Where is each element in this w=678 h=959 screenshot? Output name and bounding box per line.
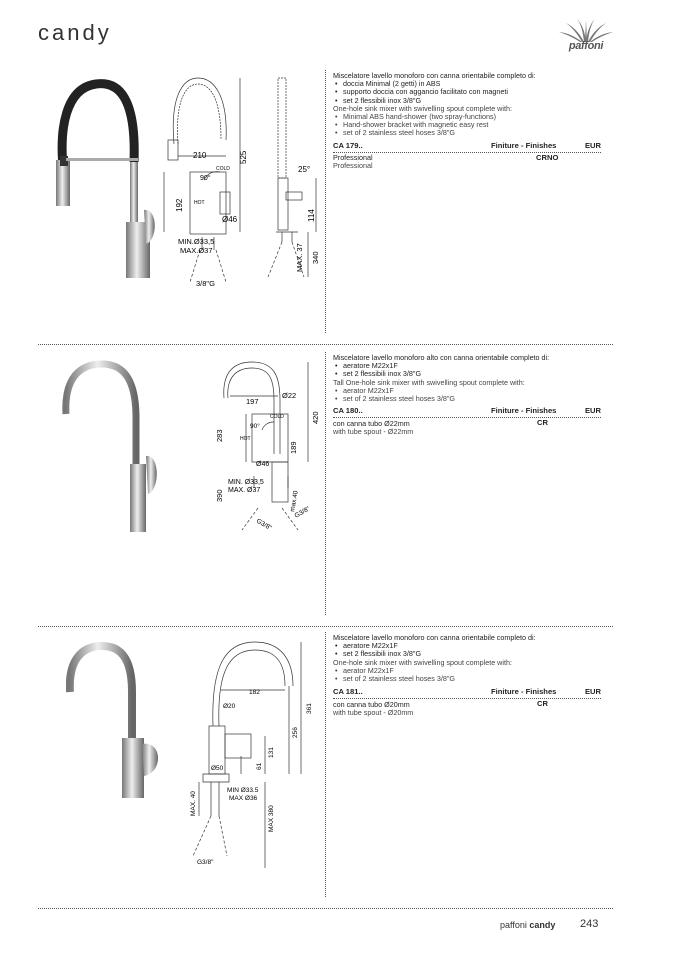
desc-line: • supporto doccia con aggancio facilitato con magneti	[333, 88, 603, 96]
page-title: candy	[38, 20, 112, 45]
product-variant	[333, 701, 413, 717]
technical-drawing	[212, 358, 324, 536]
dim-label: MAX 380	[268, 805, 275, 832]
desc-line: Miscelatore lavello monoforo alto con canna orientabile completo di:	[333, 353, 550, 362]
dim-label: 25°	[298, 165, 311, 174]
product-code-row	[333, 687, 601, 699]
variant-it: con canna tubo Ø20mm	[333, 700, 410, 709]
dim-label: MAX.Ø37	[180, 246, 213, 255]
dim-label: MIN Ø33.5	[227, 787, 259, 794]
dim-label: 256	[292, 727, 299, 738]
dim-label: 182	[249, 689, 260, 696]
dim-label: HOT	[194, 200, 205, 206]
section-divider	[38, 626, 613, 627]
desc-line: • Minimal ABS hand-shower (two spray-functions)	[333, 113, 603, 121]
column-divider	[325, 352, 326, 615]
product-photo	[60, 358, 164, 534]
dim-label: 525	[239, 150, 248, 164]
product-code: CA 179..	[333, 141, 363, 150]
desc-line: • doccia Minimal (2 getti) in ABS	[333, 80, 603, 88]
dim-label: COLD	[216, 166, 230, 172]
technical-drawing	[185, 636, 321, 868]
desc-line: • aerator M22x1F	[333, 387, 603, 395]
desc-line: • Hand-shower bracket with magnetic easy rest	[333, 121, 603, 129]
variant-en: Professional	[333, 161, 373, 171]
currency-header: EUR	[584, 687, 601, 696]
desc-line: • set 2 flessibili inox 3/8"G	[333, 650, 603, 658]
dim-label: 210	[193, 151, 207, 160]
desc-line: Miscelatore lavello monoforo con canna orientabile completo di:	[333, 633, 536, 642]
desc-line: • aerator M22x1F	[333, 667, 603, 675]
currency-header: EUR	[584, 406, 601, 415]
desc-line: • set of 2 stainless steel hoses 3/8"G	[333, 395, 603, 403]
logo-wordmark: paffoni	[568, 40, 604, 52]
variant-it: Professional	[333, 153, 373, 162]
product-description	[333, 354, 603, 403]
dim-label: 340	[311, 251, 320, 264]
dim-label: 390	[215, 489, 224, 502]
product-variant	[333, 154, 373, 170]
dim-label: COLD	[270, 414, 284, 420]
currency-header: EUR	[584, 141, 601, 150]
desc-line: • set 2 flessibili inox 3/8"G	[333, 370, 603, 378]
product-code-row	[333, 141, 601, 153]
finish-code: CR	[537, 418, 548, 427]
dim-label: 131	[268, 747, 275, 758]
dim-label: HOT	[240, 436, 251, 442]
desc-line: • aeratore M22x1F	[333, 362, 603, 370]
dim-label: max.40	[289, 490, 300, 513]
dim-label: G3/8"	[255, 517, 273, 532]
finishes-header: Finiture - Finishes	[491, 687, 557, 696]
product-description	[333, 634, 603, 683]
technical-drawing-side	[258, 72, 322, 287]
desc-line: • aeratore M22x1F	[333, 642, 603, 650]
page-number: 243	[580, 918, 599, 930]
product-photo	[46, 78, 162, 286]
dim-label: 90°	[250, 423, 260, 430]
dim-label: 420	[311, 411, 320, 424]
product-variant	[333, 420, 413, 436]
product-code: CA 180..	[333, 406, 363, 415]
brand-logo	[556, 18, 616, 52]
desc-line: One-hole sink mixer with swivelling spout complete with:	[333, 657, 512, 667]
desc-line: Tall One-hole sink mixer with swivelling spout complete with:	[333, 377, 525, 387]
desc-line: Miscelatore lavello monoforo con canna orientabile completo di:	[333, 71, 536, 80]
dim-label: MAX. Ø37	[228, 487, 261, 494]
dim-label: 3/8"G	[196, 279, 215, 287]
variant-en: with tube spout - Ø20mm	[333, 708, 414, 718]
dim-label: 192	[175, 198, 184, 212]
finishes-header: Finiture - Finishes	[491, 406, 557, 415]
footer-brand-name: paffoni	[500, 920, 527, 930]
dim-label: Ø50	[211, 765, 224, 772]
desc-line: • set of 2 stainless steel hoses 3/8"G	[333, 129, 603, 137]
product-photo	[66, 642, 166, 802]
dim-label: 197	[246, 397, 259, 406]
dim-label: 90°	[200, 175, 211, 182]
dim-label: MIN.Ø33,5	[178, 237, 215, 246]
finish-code: CRNO	[536, 153, 559, 162]
dim-label: MIN. Ø33,5	[228, 479, 264, 486]
dim-label: Ø22	[282, 391, 297, 400]
desc-line: • set 2 flessibili inox 3/8"G	[333, 97, 603, 105]
dim-label: 114	[307, 209, 316, 222]
dim-label: MAX. 37	[295, 243, 304, 272]
dim-label: MAX Ø36	[229, 795, 258, 802]
dim-label: 61	[256, 762, 263, 770]
footer-series: candy	[529, 920, 556, 930]
product-description	[333, 72, 603, 138]
variant-en: with tube spout - Ø22mm	[333, 427, 414, 437]
section-divider	[38, 344, 613, 345]
variant-it: con canna tubo Ø22mm	[333, 419, 410, 428]
desc-line: • set of 2 stainless steel hoses 3/8"G	[333, 675, 603, 683]
section-divider	[38, 908, 613, 909]
finishes-header: Finiture - Finishes	[491, 141, 557, 150]
dim-label: Ø46	[222, 215, 238, 224]
dim-label: MAX. 40	[190, 791, 197, 816]
dim-label: Ø20	[223, 703, 236, 710]
technical-drawing-front	[150, 72, 262, 287]
dim-label: 361	[306, 703, 313, 714]
dim-label: 283	[215, 429, 224, 442]
dim-label: Ø46	[256, 461, 270, 468]
finish-code: CR	[537, 699, 548, 708]
dim-label: 189	[289, 441, 298, 454]
footer-brand	[500, 920, 555, 930]
desc-line: One-hole sink mixer with swivelling spout complete with:	[333, 103, 512, 113]
column-divider	[325, 632, 326, 897]
column-divider	[325, 70, 326, 333]
dim-label: G3/8"	[293, 505, 312, 520]
dim-label: G3/8"	[197, 859, 214, 866]
product-code-row	[333, 406, 601, 418]
product-code: CA 181..	[333, 687, 363, 696]
